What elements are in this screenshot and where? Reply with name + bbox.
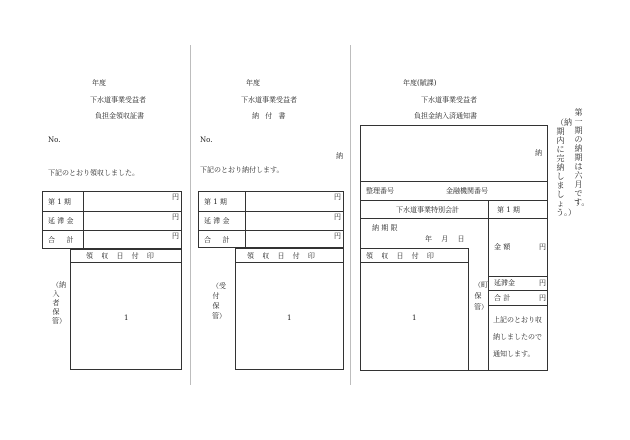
p3-date: 年 月 日 (425, 235, 465, 243)
p2-yen-1: 円 (334, 193, 341, 201)
p3-yen-3: 円 (539, 294, 546, 302)
side-note-pay-on-time: （納期内に完納しましょう。） (556, 118, 576, 217)
p3-notice-line-3: 通知します。 (493, 350, 535, 358)
p1-row-late: 延 滞 金 (48, 217, 74, 225)
p1-yen-3: 円 (172, 232, 179, 240)
p2-yen-2: 円 (334, 213, 341, 221)
p3-account: 下水道事業特別会計 (396, 206, 459, 214)
p3-seiri-label: 整理番号 (366, 187, 394, 195)
p3-yen-1: 円 (539, 243, 546, 251)
p1-title2: 負担金領収証書 (95, 112, 144, 120)
p1-number: 1 (124, 314, 129, 322)
p3-receipt-header: 領 収 日 付 印 (366, 252, 437, 260)
p2-nou: 納 (336, 152, 343, 160)
p2-row-late: 延 滞 金 (204, 217, 230, 225)
p3-title1: 下水道事業受益者 (421, 96, 477, 104)
p1-keep-label: （納入者保管） (52, 281, 66, 325)
p1-title1: 下水道事業受益者 (90, 96, 146, 104)
p1-yen-2: 円 (172, 213, 179, 221)
cut-line-2 (350, 45, 351, 385)
p3-number: 1 (412, 314, 417, 322)
side-note-deadline: 第一期の納期は六月です。 (574, 108, 590, 207)
p2-row-period: 第 1 期 (204, 198, 227, 206)
p3-town-keep: （町保管） (474, 281, 488, 311)
p3-deadline: 納 期 限 (372, 224, 398, 232)
p2-year: 年度 (246, 79, 260, 87)
p2-keep-label: （受付保管） (212, 282, 226, 320)
p2-title1: 下水道事業受益者 (241, 96, 297, 104)
p2-number: 1 (287, 314, 292, 322)
p1-year: 年度 (92, 79, 106, 87)
p3-late: 延滞金 (494, 279, 515, 287)
p1-receipt-stamp-box (70, 249, 182, 370)
p1-receipt-header: 領 収 日 付 印 (86, 252, 157, 260)
p3-notice-line-2: 納しましたので (493, 333, 542, 341)
p3-title2: 負担金納入済通知書 (414, 112, 477, 120)
p1-row-total: 合 計 (48, 236, 74, 244)
p1-row-period: 第 1 期 (48, 198, 71, 206)
p3-kinyu-label: 金融機関番号 (446, 187, 488, 195)
p2-receipt-header: 領 収 日 付 印 (247, 252, 318, 260)
cut-line-1 (190, 45, 191, 385)
p2-title2: 納 付 書 (252, 112, 288, 120)
p2-row-total: 合 計 (204, 236, 230, 244)
p3-period: 第 1 期 (497, 206, 520, 214)
p3-nou: 納 (535, 149, 542, 157)
p1-no: No. (48, 136, 61, 144)
p2-receipt-stamp-box (235, 248, 344, 370)
p2-yen-3: 円 (334, 232, 341, 240)
p3-year: 年度(賦課) (403, 79, 437, 87)
p3-total: 合 計 (494, 294, 511, 302)
p1-statement: 下記のとおり領収しました。 (48, 169, 139, 177)
p3-amount: 金 額 (494, 243, 511, 251)
p2-statement: 下記のとおり納付します。 (200, 166, 284, 174)
p3-notice-line-1: 上記のとおり収 (493, 316, 542, 324)
p2-no: No. (200, 136, 213, 144)
p1-yen-1: 円 (172, 193, 179, 201)
p3-yen-2: 円 (539, 279, 546, 287)
